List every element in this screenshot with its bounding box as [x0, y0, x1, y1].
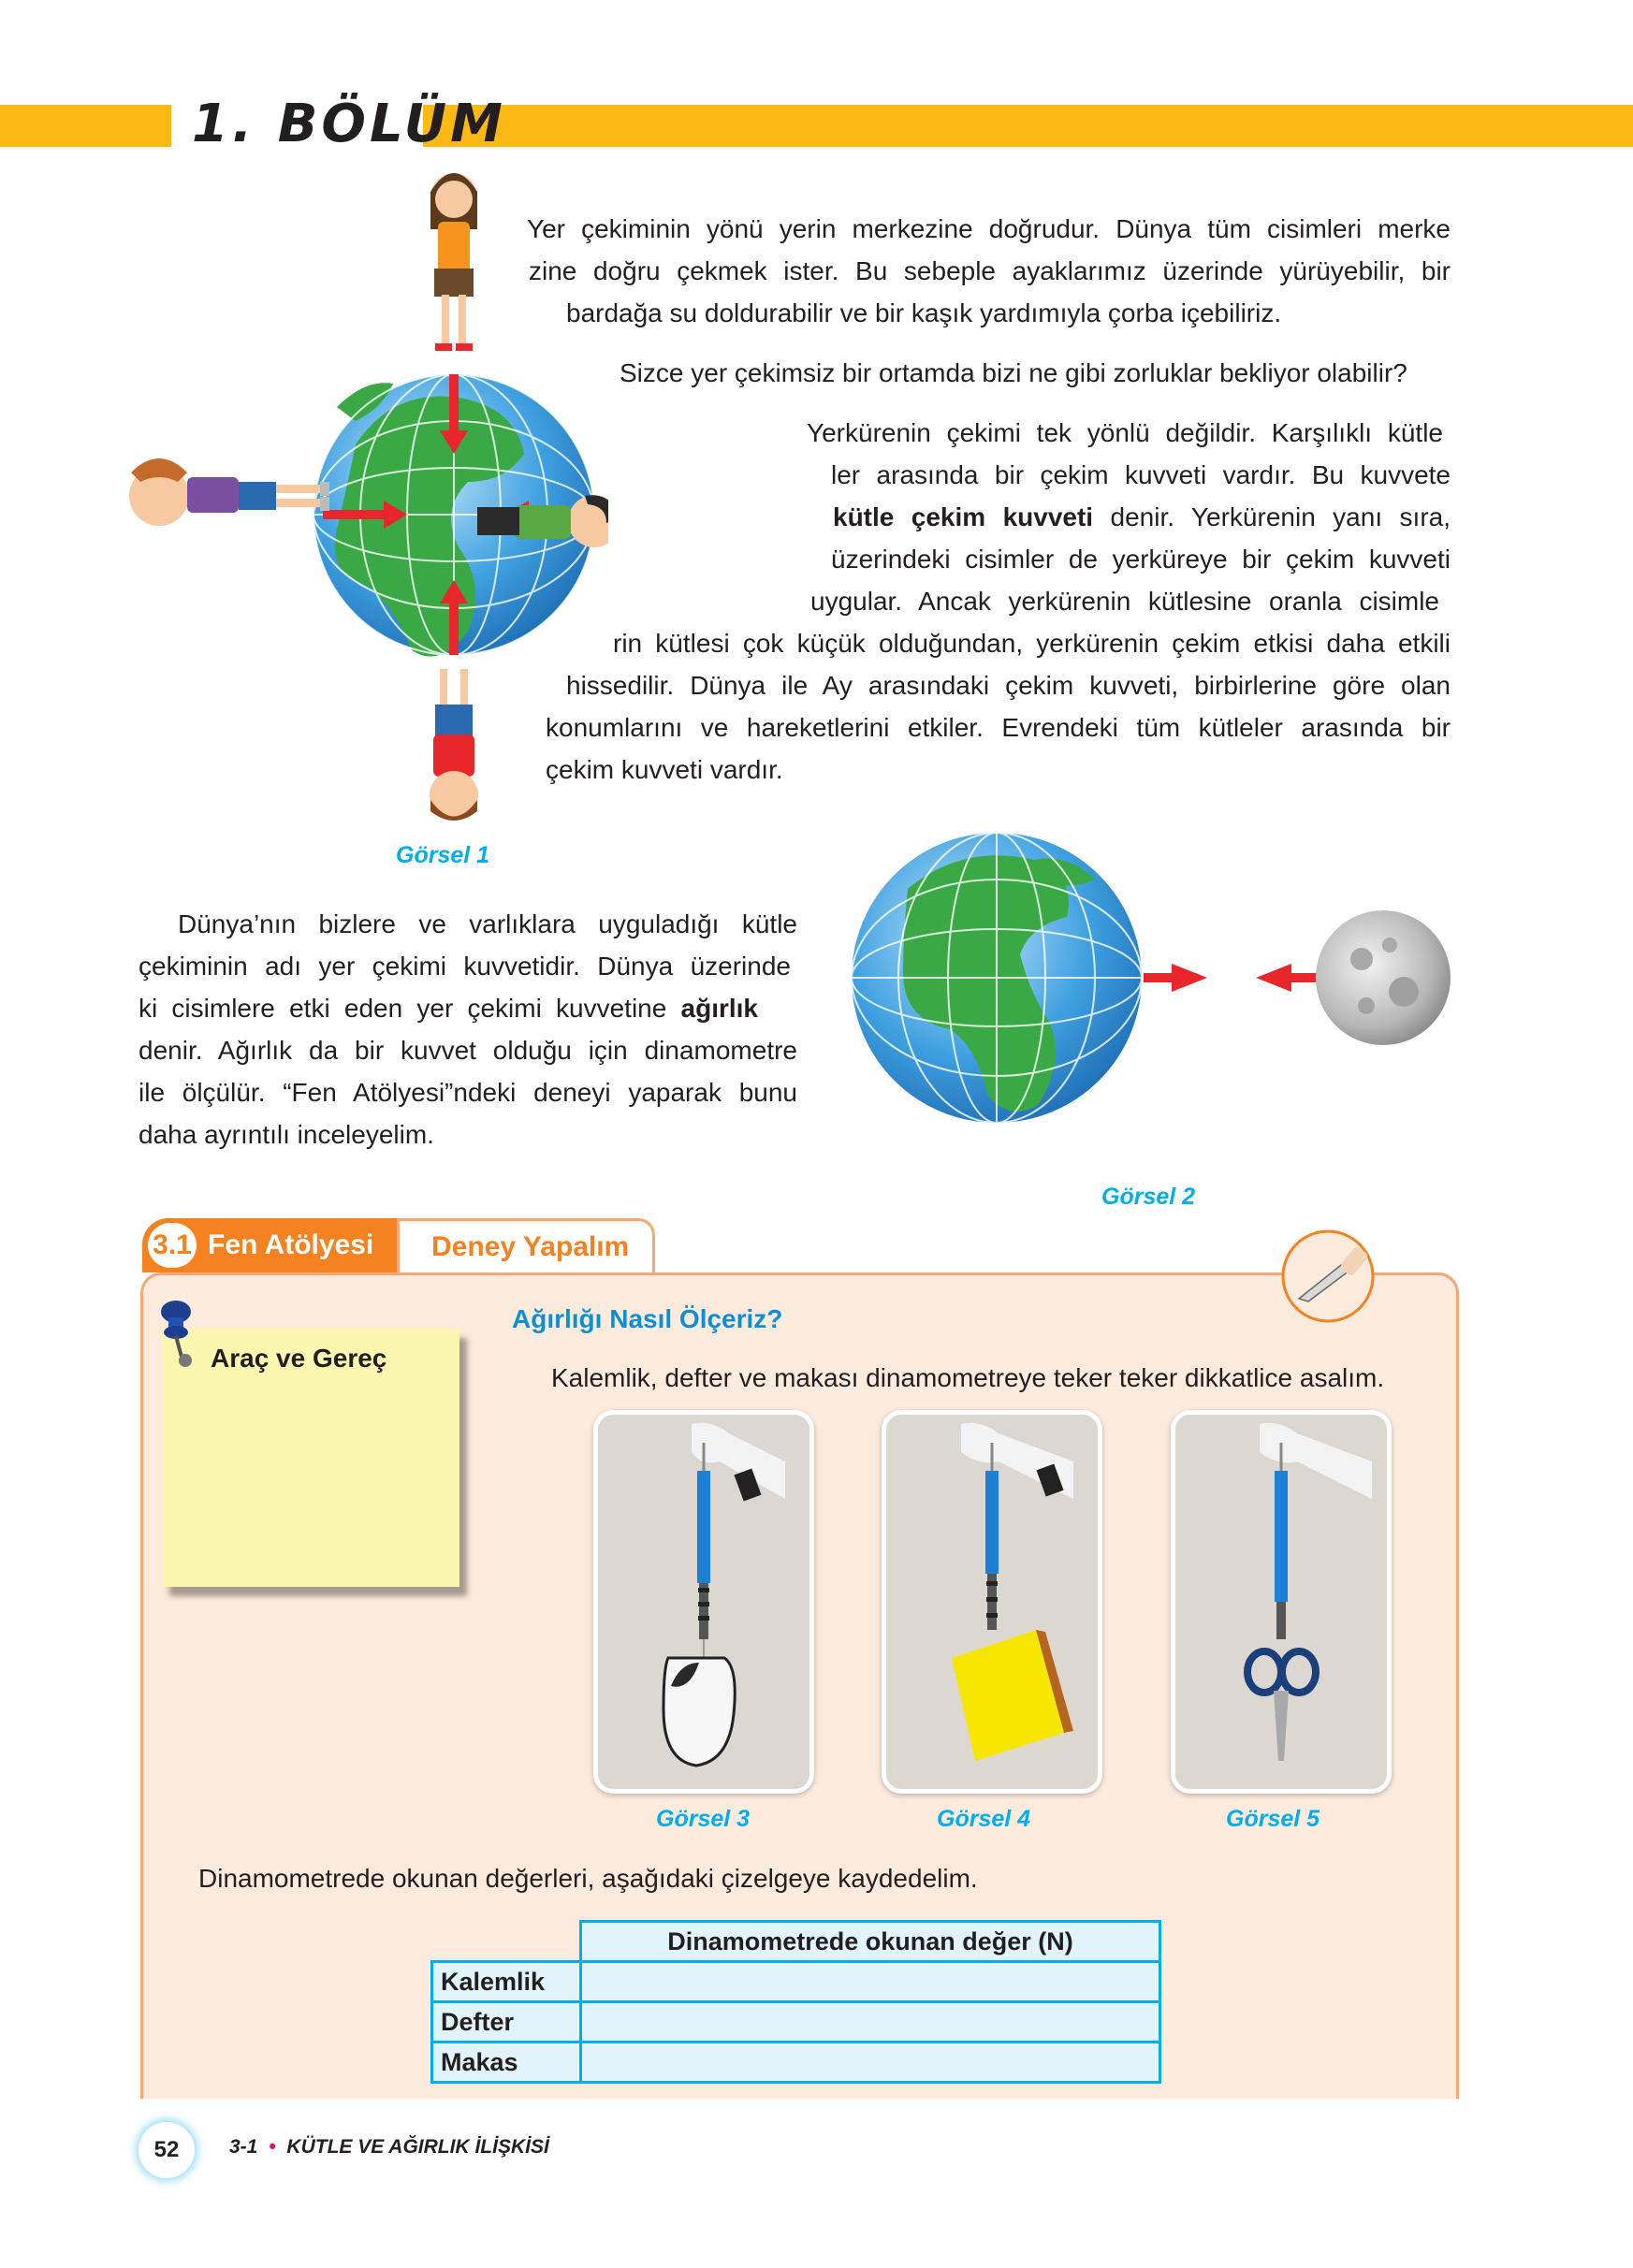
experiment-heading: Ağırlığı Nasıl Ölçeriz? [512, 1304, 783, 1333]
table-row [432, 1962, 1160, 2002]
value-cell-makas[interactable] [581, 2043, 1160, 2083]
caption-gorsel-2: Görsel 2 [1101, 1184, 1196, 1210]
para2-line-8: konumlarını ve hareketlerini etkiler. Evrendeki tüm kütleler arasında bir [546, 713, 1451, 742]
para2-line-9: çekim kuvveti vardır. [546, 755, 783, 784]
workshop-tab-fen-atolyesi: 3.1 Fen Atölyesi [142, 1218, 397, 1272]
para2-line-3: kütle çekim kuvveti denir. Yerkürenin yanı sıra, [833, 502, 1451, 531]
attraction-arrows [1144, 964, 1320, 992]
table-header: Dinamometrede okunan değer (N) [581, 1922, 1160, 1962]
photo-kalemlik [598, 1415, 809, 1789]
para2-line-5: uygular. Ancak yerkürenin kütlesine oranla cisimle [810, 587, 1439, 616]
weight-line-5: ile ölçülür. “Fen Atölyesi”ndeki deneyi yaparak bunu [139, 1078, 797, 1107]
para2-line-1: Yerkürenin çekimi tek yönlü değildir. Karşılıklı kütle [807, 418, 1443, 447]
caption-gorsel-5: Görsel 5 [1226, 1806, 1320, 1832]
moon-icon [1316, 910, 1451, 1045]
scalpel-icon [1280, 1228, 1376, 1324]
table-row [432, 2043, 1160, 2083]
photo-defter [886, 1415, 1098, 1789]
pushpin-icon [157, 1299, 213, 1374]
para2-line-2: ler arasında bir çekim kuvveti vardır. Bu kuvvete [831, 460, 1451, 489]
table-header-row [432, 1922, 1160, 1962]
intro-line-2: zine doğru çekmek ister. Bu sebeple ayaklarımız üzerinde yürüyebilir, bir [529, 256, 1451, 285]
weight-line-3: ki cisimlere etki eden yer çekimi kuvvetine ağırlık [139, 994, 758, 1023]
header-band-left [0, 105, 171, 147]
chapter-title: 1. BÖLÜM [192, 94, 506, 154]
weight-line-4: denir. Ağırlık da bir kuvvet olduğu için dinamometre [139, 1036, 797, 1065]
child-left-icon [129, 458, 329, 526]
para2-line-6: rin kütlesi çok küçük olduğundan, yerkürenin çekim etkisi daha etkili [613, 629, 1451, 658]
workshop-tab-deney-yapalim: Deney Yapalım [397, 1218, 655, 1272]
experiment-instruction: Kalemlik, defter ve makası dinamometreye teker teker dikkatlice asalım. [551, 1363, 1385, 1392]
para2-line-4: üzerindeki cisimler de yerküreye bir çekim kuvveti [831, 545, 1451, 574]
weight-line-1: Dünya’nın bizlere ve varlıklara uyguladığı kütle [178, 909, 797, 938]
header-band-right [423, 105, 1633, 147]
intro-line-3: bardağa su doldurabilir ve bir kaşık yardımıyla çorba içebiliriz. [566, 298, 1282, 327]
kutle-cekim-term: kütle çekim kuvveti [833, 502, 1094, 531]
record-instruction: Dinamometrede okunan değerleri, aşağıdaki çizelgeye kaydedelim. [198, 1864, 978, 1893]
tools-title: Araç ve Gereç [211, 1344, 387, 1373]
page-number: 52 [139, 2122, 195, 2178]
row-label-makas: Makas [432, 2043, 581, 2083]
footer-section: 3-1 • KÜTLE VE AĞIRLIK İLİŞKİSİ [229, 2136, 549, 2158]
weight-line-2: çekiminin adı yer çekimi kuvvetidir. Dünya üzerinde [139, 952, 791, 981]
earth-moon-illustration [842, 823, 1460, 1132]
value-cell-defter[interactable] [581, 2002, 1160, 2043]
workshop-number: 3.1 [148, 1223, 197, 1268]
photo-makas [1175, 1415, 1387, 1789]
caption-gorsel-3: Görsel 3 [656, 1806, 751, 1832]
agirlik-term: ağırlık [680, 994, 758, 1023]
caption-gorsel-1: Görsel 1 [396, 842, 490, 868]
measurement-table [430, 1920, 1161, 2084]
weight-line-6: daha ayrıntılı inceleyelim. [139, 1120, 434, 1149]
value-cell-kalemlik[interactable] [581, 1962, 1160, 2002]
caption-gorsel-4: Görsel 4 [937, 1806, 1031, 1832]
para2-line-7: hissedilir. Dünya ile Ay arasındaki çekim kuvveti, birbirlerine göre olan [566, 671, 1451, 700]
row-label-defter: Defter [432, 2002, 581, 2043]
child-top-icon [430, 173, 477, 351]
intro-question: Sizce yer çekimsiz bir ortamda bizi ne gibi zorluklar bekliyor olabilir? [620, 358, 1407, 387]
row-label-kalemlik: Kalemlik [432, 1962, 581, 2002]
table-row [432, 2002, 1160, 2043]
intro-line-1: Yer çekiminin yönü yerin merkezine doğrudur. Dünya tüm cisimleri merke [527, 214, 1451, 243]
child-bottom-icon [430, 669, 478, 821]
earth-icon [852, 833, 1142, 1123]
